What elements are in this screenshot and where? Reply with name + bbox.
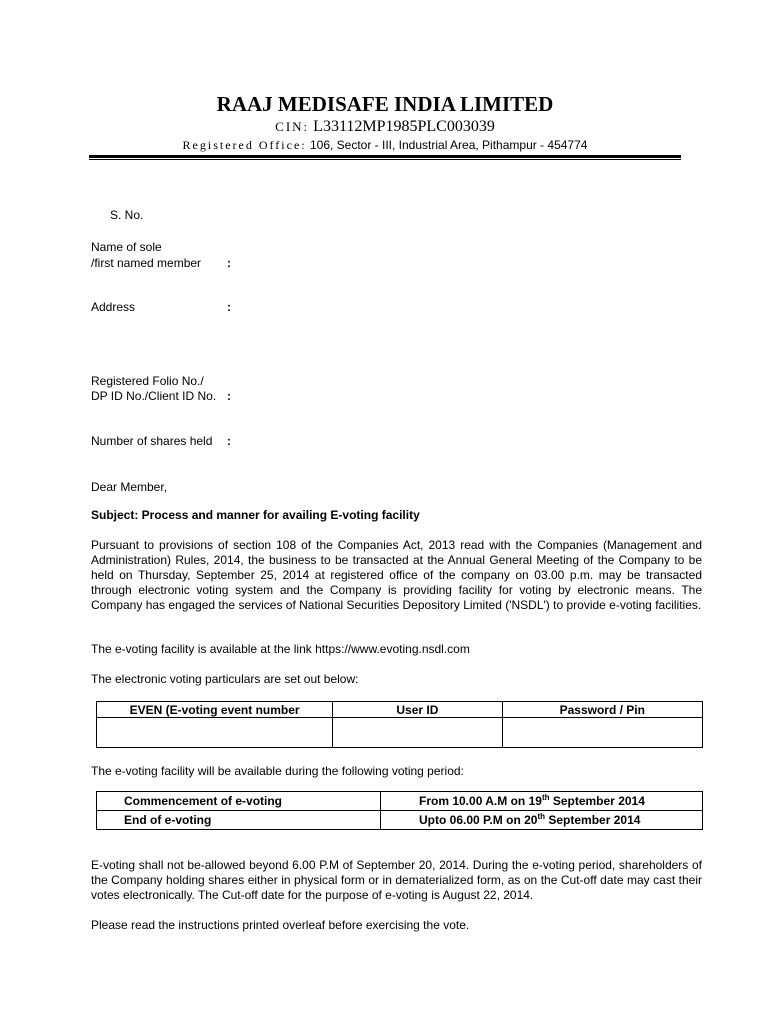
header-rule-thick <box>89 155 681 158</box>
folio-colon: : <box>227 389 231 403</box>
shares-label: Number of shares held <box>91 434 213 448</box>
particulars-line: The electronic voting particulars are set out below: <box>91 672 359 686</box>
end-label: End of e-voting <box>97 811 381 830</box>
cin-label: CIN: <box>275 119 310 134</box>
period-line: The e-voting facility will be available during the following voting period: <box>91 764 464 778</box>
sno-label: S. No. <box>110 208 144 222</box>
cutoff-paragraph: E-voting shall not be-allowed beyond 6.00 P.M of September 20, 2014. During the e-voting period, shareholders of the Company holding shares either in physical form or in dematerialized form, as on the Cut-off date may cast their votes electronically. The Cut-off date for the purpose of e-voting is August 22, 2014. <box>91 858 702 902</box>
address-colon: : <box>227 300 231 314</box>
userid-cell <box>333 718 502 748</box>
registered-office-line <box>0 138 770 153</box>
voting-period-table <box>96 791 703 830</box>
folio-label-line1: Registered Folio No./ <box>91 374 204 388</box>
subject-line: Subject: Process and manner for availing E-voting facility <box>91 508 420 522</box>
closing-line: Please read the instructions printed overleaf before exercising the vote. <box>91 918 470 932</box>
greeting: Dear Member, <box>91 480 168 494</box>
registered-office-label: Registered Office: <box>182 138 307 152</box>
name-colon: : <box>227 256 231 270</box>
table-row <box>97 718 703 748</box>
address-label: Address <box>91 300 136 314</box>
evoting-link-line: The e-voting facility is available at the link https://www.evoting.nsdl.com <box>91 642 470 656</box>
folio-label-line2: DP ID No./Client ID No. <box>91 389 217 403</box>
table-row <box>97 811 703 830</box>
name-label-line2: /first named member <box>91 256 202 270</box>
end-value: Upto 06.00 P.M on 20th September 2014 <box>381 811 703 830</box>
even-header: EVEN (E-voting event number <box>97 702 333 718</box>
userid-header: User ID <box>333 702 502 718</box>
commencement-label: Commencement of e-voting <box>97 792 381 811</box>
cin-line <box>0 118 770 136</box>
commencement-value: From 10.00 A.M on 19th September 2014 <box>381 792 703 811</box>
table-row <box>97 792 703 811</box>
even-cell <box>97 718 333 748</box>
shares-colon: : <box>227 434 231 448</box>
name-label-line1: Name of sole <box>91 240 162 254</box>
cin-value: L33112MP1985PLC003039 <box>313 118 495 135</box>
password-header: Password / Pin <box>502 702 702 718</box>
company-name: RAAJ MEDISAFE INDIA LIMITED <box>216 92 554 116</box>
header-rule-thin <box>89 159 681 160</box>
password-cell <box>502 718 702 748</box>
registered-office-value: 106, Sector - III, Industrial Area, Pithampur - 454774 <box>309 138 588 152</box>
voting-particulars-table <box>96 701 703 748</box>
intro-paragraph: Pursuant to provisions of section 108 of the Companies Act, 2013 read with the Companies (Management and Administration) Rules, 2014, the business to be transacted at the Annual General Meeting of the Company to be held on Thursday, September 25, 2014 at registered office of the company on 03.00 p.m. may be transacted through electronic voting system and the Company is providing facility for voting by electronic means. The Company has engaged the services of National Securities Depository Limited ('NSDL') to provide e-voting facilities. <box>91 538 702 612</box>
table-header-row <box>97 702 703 718</box>
